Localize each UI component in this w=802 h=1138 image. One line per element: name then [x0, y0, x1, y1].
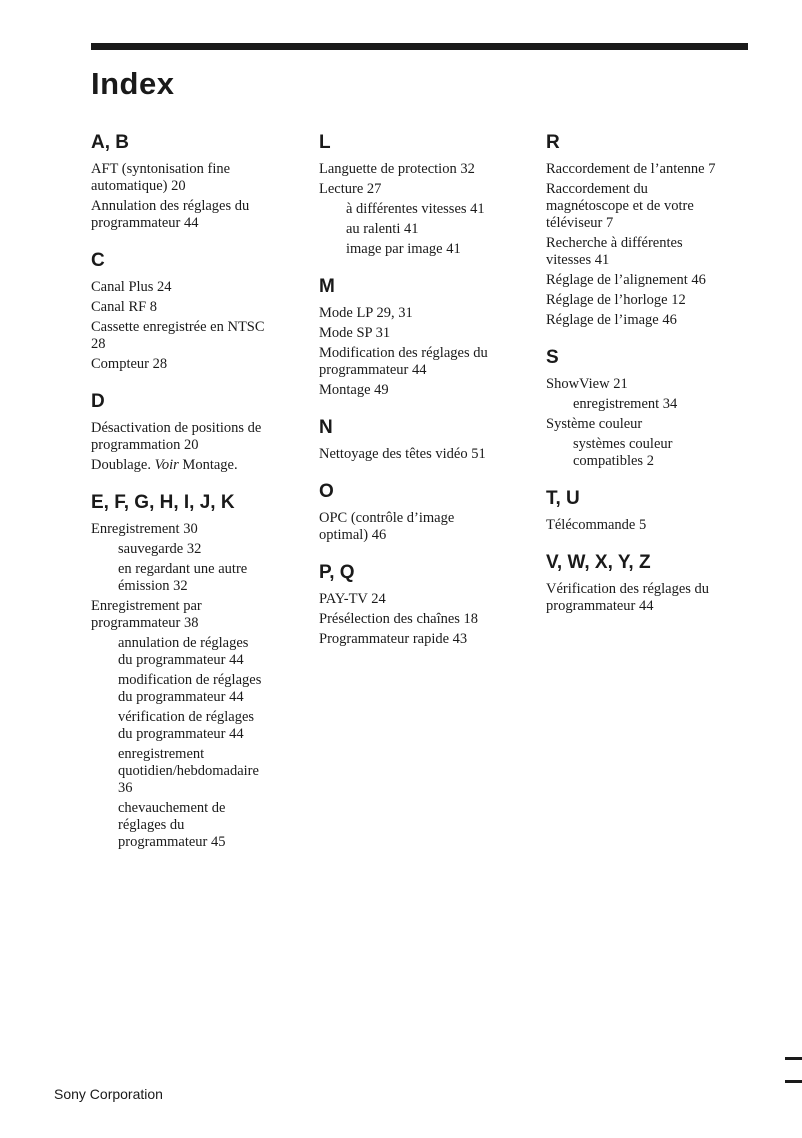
index-entry	[91, 161, 301, 195]
index-entry	[319, 591, 529, 608]
entry-line: Programmateur rapide 43	[319, 631, 468, 647]
entry-line: programmateur 44	[546, 598, 654, 614]
index-entry	[319, 611, 529, 628]
entry-line: magnétoscope et de votre	[546, 198, 694, 214]
entry-line: Canal RF 8	[91, 299, 158, 315]
index-subentry	[91, 541, 301, 558]
index-subentry	[91, 709, 301, 743]
index-entry	[91, 598, 301, 632]
entry-line: Compteur 28	[91, 356, 168, 372]
section-heading: M	[319, 276, 335, 297]
entry-line: AFT (syntonisation fine	[91, 161, 231, 177]
index-subentry	[319, 201, 529, 218]
entry-line: programmateur 44	[91, 215, 199, 231]
entry-line: Enregistrement 30	[91, 521, 198, 537]
index-entry	[546, 181, 756, 232]
entry-line: programmateur 38	[91, 615, 199, 631]
entry-line: Montage 49	[319, 382, 389, 398]
index-entry	[546, 292, 756, 309]
entry-line: enregistrement	[118, 746, 205, 762]
entry-line: réglages du	[118, 817, 185, 833]
footer-publisher: Sony Corporation	[54, 1086, 163, 1102]
entry-text: Montage.	[178, 457, 238, 473]
entry-line: Mode LP 29, 31	[319, 305, 413, 321]
section-heading: V, W, X, Y, Z	[546, 552, 651, 573]
index-section	[546, 130, 756, 329]
entry-line: du programmateur 44	[118, 726, 244, 742]
section-heading: N	[319, 417, 333, 438]
index-entry	[319, 305, 529, 322]
page-title: Index	[91, 66, 175, 101]
entry-line: téléviseur 7	[546, 215, 614, 231]
section-heading: C	[91, 250, 105, 271]
index-column-1	[91, 130, 301, 867]
index-entry	[91, 198, 301, 232]
entry-line: au ralenti 41	[346, 221, 419, 237]
index-section	[319, 415, 529, 463]
section-heading: S	[546, 347, 559, 368]
entry-line: modification de réglages	[118, 672, 262, 688]
entry-line: vitesses 41	[546, 252, 610, 268]
entry-line: chevauchement de	[118, 800, 226, 816]
section-heading: L	[319, 132, 331, 153]
index-entry	[546, 517, 756, 534]
index-entry	[319, 382, 529, 399]
entry-line: compatibles 2	[573, 453, 654, 469]
section-heading: P, Q	[319, 562, 355, 583]
entry-line: optimal) 46	[319, 527, 387, 543]
index-section	[546, 486, 756, 534]
index-section	[319, 274, 529, 399]
entry-line: Vérification des réglages du	[546, 581, 710, 597]
thumb-tab-mark	[785, 1080, 802, 1083]
index-column-3	[546, 130, 756, 631]
index-entry	[546, 161, 756, 178]
index-entry	[546, 581, 756, 615]
entry-line: Télécommande 5	[546, 517, 647, 533]
index-subentry	[91, 672, 301, 706]
entry-line: Canal Plus 24	[91, 279, 172, 295]
entry-line: à différentes vitesses 41	[346, 201, 485, 217]
entry-line: Modification des réglages du	[319, 345, 488, 361]
entry-line: Système couleur	[546, 416, 643, 432]
index-section	[91, 130, 301, 232]
index-entry	[546, 235, 756, 269]
entry-line: Languette de protection 32	[319, 161, 475, 177]
index-subentry	[91, 635, 301, 669]
section-heading: D	[91, 391, 105, 412]
entry-line: annulation de réglages	[118, 635, 249, 651]
entry-line: vérification de réglages	[118, 709, 255, 725]
index-entry	[319, 325, 529, 342]
entry-line: programmation 20	[91, 437, 199, 453]
index-entry	[546, 376, 756, 393]
entry-line: ShowView 21	[546, 376, 628, 392]
entry-line: Désactivation de positions de	[91, 420, 262, 436]
index-entry	[91, 279, 301, 296]
index-section	[91, 490, 301, 851]
index-entry	[546, 416, 756, 433]
index-entry	[546, 272, 756, 289]
index-entry	[319, 345, 529, 379]
entry-line: Recherche à différentes	[546, 235, 683, 251]
index-entry	[91, 521, 301, 538]
entry-line: automatique) 20	[91, 178, 186, 194]
index-subentry	[546, 396, 756, 413]
index-entry	[91, 356, 301, 373]
entry-line: du programmateur 44	[118, 652, 244, 668]
entry-line: PAY-TV 24	[319, 591, 386, 607]
entry-line: Mode SP 31	[319, 325, 391, 341]
entry-line: Enregistrement par	[91, 598, 202, 614]
index-section	[319, 479, 529, 544]
entry-line: du programmateur 44	[118, 689, 244, 705]
entry-line: sauvegarde 32	[118, 541, 202, 557]
see-reference: Voir	[154, 457, 179, 473]
index-section	[91, 389, 301, 474]
index-entry	[319, 181, 529, 198]
thumb-tab-mark	[785, 1057, 802, 1060]
index-subentry	[91, 561, 301, 595]
entry-line: émission 32	[118, 578, 188, 594]
entry-line: enregistrement 34	[573, 396, 678, 412]
entry-line: 28	[91, 336, 106, 352]
index-entry	[91, 319, 301, 353]
top-rule	[91, 43, 748, 50]
entry-line: Cassette enregistrée en NTSC	[91, 319, 265, 335]
entry-line: Réglage de l’horloge 12	[546, 292, 686, 308]
entry-line: programmateur 45	[118, 834, 226, 850]
section-heading: R	[546, 132, 560, 153]
entry-line: OPC (contrôle d’image	[319, 510, 455, 526]
index-subentry	[319, 241, 529, 258]
index-subentry	[91, 800, 301, 851]
index-entry	[91, 457, 301, 474]
entry-line: 36	[118, 780, 133, 796]
entry-line: image par image 41	[346, 241, 461, 257]
entry-line: Réglage de l’image 46	[546, 312, 677, 328]
index-entry	[319, 446, 529, 463]
index-section	[319, 130, 529, 258]
entry-line: en regardant une autre	[118, 561, 248, 577]
index-section	[91, 248, 301, 373]
index-section	[546, 550, 756, 615]
entry-text: Doublage.	[91, 457, 155, 473]
entry-line: programmateur 44	[319, 362, 427, 378]
entry-line: Lecture 27	[319, 181, 382, 197]
index-entry	[91, 420, 301, 454]
index-entry	[91, 299, 301, 316]
entry-line: Réglage de l’alignement 46	[546, 272, 706, 288]
entry-line: Raccordement du	[546, 181, 648, 197]
entry-line: Nettoyage des têtes vidéo 51	[319, 446, 486, 462]
index-subentry	[319, 221, 529, 238]
index-subentry	[91, 746, 301, 797]
index-subentry	[546, 436, 756, 470]
index-entry	[319, 631, 529, 648]
entry-line	[91, 457, 301, 474]
entry-line: systèmes couleur	[573, 436, 673, 452]
entry-line: Raccordement de l’antenne 7	[546, 161, 716, 177]
index-entry	[319, 510, 529, 544]
index-column-2	[319, 130, 529, 664]
section-heading: O	[319, 481, 334, 502]
index-section	[319, 560, 529, 648]
entry-line: Présélection des chaînes 18	[319, 611, 479, 627]
index-section	[546, 345, 756, 470]
section-heading: T, U	[546, 488, 580, 509]
entry-line: quotidien/hebdomadaire	[118, 763, 259, 779]
index-entry	[319, 161, 529, 178]
index-entry	[546, 312, 756, 329]
entry-line: Annulation des réglages du	[91, 198, 250, 214]
section-heading: E, F, G, H, I, J, K	[91, 492, 235, 513]
section-heading: A, B	[91, 132, 129, 153]
